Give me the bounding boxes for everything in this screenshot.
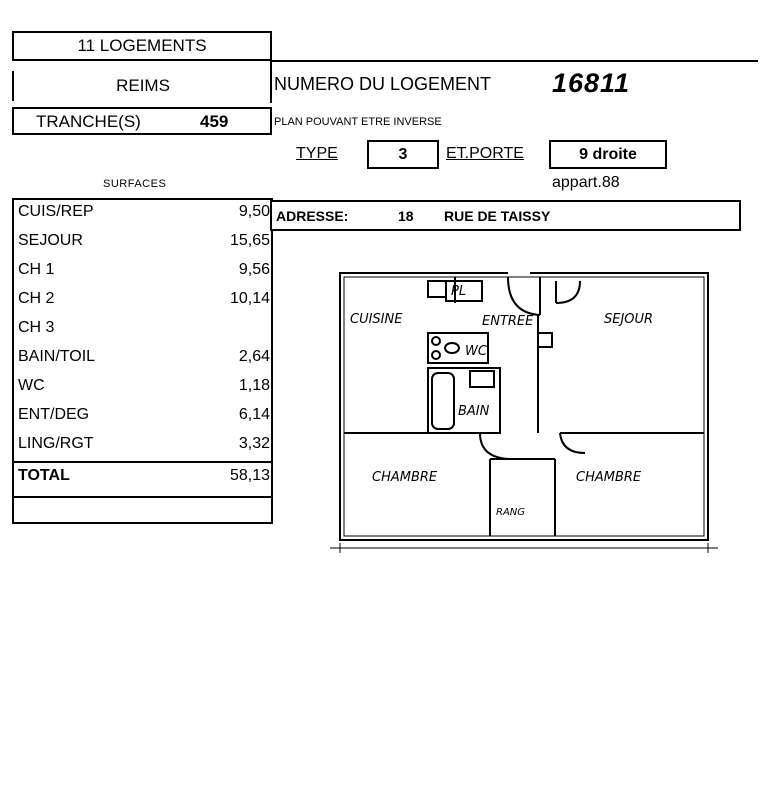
type-label: TYPE	[296, 145, 338, 162]
washbasin	[470, 371, 494, 387]
total-label: TOTAL	[18, 467, 70, 484]
table-row	[18, 319, 268, 343]
room-label-bain: BAIN	[458, 404, 490, 419]
room-label-rang: RANG	[496, 507, 526, 518]
appart-label: appart.88	[552, 174, 620, 191]
table-row	[18, 261, 268, 285]
tranche-box	[12, 107, 272, 135]
cabinet	[428, 281, 446, 297]
row-value: 9,50	[238, 203, 270, 220]
address-box	[270, 200, 741, 231]
bathtub	[432, 373, 454, 429]
bedroom1-door	[480, 433, 510, 459]
etporte-label: ET.PORTE	[446, 145, 524, 162]
tranche-label: TRANCHE(S)	[36, 112, 141, 131]
table-row	[18, 435, 268, 459]
room-label-cuisine: CUISINE	[350, 312, 403, 327]
type-value-box	[367, 140, 439, 169]
table-row	[18, 348, 268, 372]
city-name: REIMS	[116, 76, 170, 95]
row-name: SEJOUR	[18, 232, 83, 249]
row-name: ENT/DEG	[18, 406, 90, 423]
room-label-wc: WC	[465, 344, 487, 359]
row-value: 10,14	[229, 290, 270, 307]
entrance-door	[508, 277, 540, 315]
room-label-chambre-2: CHAMBRE	[576, 470, 642, 485]
room-label-entree: ENTREE	[482, 314, 534, 329]
type-value: 3	[398, 145, 408, 163]
numero-value: 16811	[552, 68, 631, 98]
floor-plan	[330, 263, 720, 558]
city-box	[12, 71, 272, 101]
bedroom2-door	[560, 433, 585, 453]
table-row	[18, 290, 268, 314]
address-street: RUE DE TAISSY	[444, 208, 551, 224]
row-name: BAIN/TOIL	[18, 348, 96, 365]
surfaces-title: SURFACES	[103, 178, 167, 190]
address-number: 18	[398, 208, 414, 224]
row-name: LING/RGT	[18, 435, 94, 452]
logements-count-text: 11 LOGEMENTS	[77, 36, 207, 55]
header-divider	[270, 60, 758, 62]
row-name: CUIS/REP	[18, 203, 94, 220]
tranche-value: 459	[200, 112, 229, 131]
table-row	[18, 232, 268, 256]
table-row	[18, 203, 268, 227]
bath-room	[428, 368, 500, 433]
total-value: 58,13	[229, 467, 270, 484]
row-name: CH 2	[18, 290, 55, 307]
row-value: 15,65	[229, 232, 270, 249]
room-label-sejour: SEJOUR	[604, 312, 654, 327]
numero-label: NUMERO DU LOGEMENT	[274, 74, 492, 94]
total-row	[18, 467, 268, 491]
plan-note: PLAN POUVANT ETRE INVERSE	[274, 116, 442, 128]
row-value: 3,32	[238, 435, 270, 452]
header-vertical-divider	[270, 31, 272, 103]
total-divider	[12, 461, 273, 463]
porte-value-box	[549, 140, 667, 169]
row-value: 1,18	[238, 377, 270, 394]
row-name: CH 3	[18, 319, 55, 336]
room-label-chambre-1: CHAMBRE	[372, 470, 438, 485]
address-label: ADRESSE:	[276, 208, 349, 224]
row-value: 9,56	[238, 261, 270, 278]
sejour-door	[556, 281, 580, 303]
surfaces-table	[12, 198, 273, 524]
pillar	[538, 333, 552, 347]
table-row	[18, 377, 268, 401]
row-name: WC	[18, 377, 45, 394]
row-value: 6,14	[238, 406, 270, 423]
porte-value: 9 droite	[579, 145, 637, 163]
row-value: 2,64	[238, 348, 270, 365]
table-row	[18, 406, 268, 430]
room-label-pl: PL	[451, 284, 467, 299]
logements-count	[12, 31, 272, 61]
table-bottom-divider	[12, 496, 273, 498]
row-name: CH 1	[18, 261, 55, 278]
